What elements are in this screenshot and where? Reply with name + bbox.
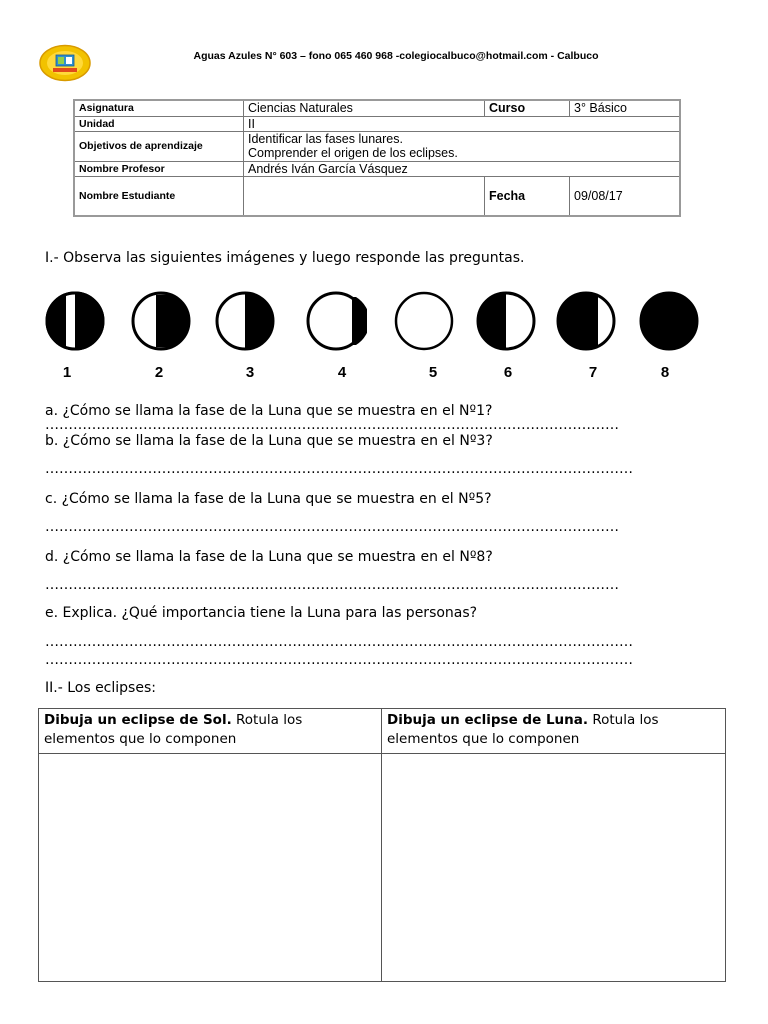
profesor-value: Andrés Iván García Vásquez [244, 161, 681, 176]
lunar-eclipse-instruction [382, 709, 726, 754]
fecha-value: 09/08/17 [570, 176, 681, 216]
solar-eclipse-rest: Rotula los elementos que lo componen [44, 712, 303, 747]
moon-phase-3-icon [214, 290, 276, 352]
profesor-label: Nombre Profesor [74, 161, 244, 176]
answer-line-c[interactable]: …………………………………………………………………………………………………………… [45, 519, 619, 535]
moon-phase-4-icon [305, 290, 367, 352]
answer-line-d[interactable]: …………………………………………………………………………………………………………… [45, 577, 619, 593]
moon-number-6: 6 [503, 364, 513, 381]
curso-value: 3° Básico [570, 100, 681, 116]
objetivo-1: Identificar las fases lunares. [248, 132, 403, 146]
moon-phases-row [0, 290, 768, 390]
lunar-eclipse-bold: Dibuja un eclipse de Luna. [387, 712, 589, 728]
solar-eclipse-bold: Dibuja un eclipse de Sol. [44, 712, 232, 728]
school-contact-line: Aguas Azules N° 603 – fono 065 460 968 -colegiocalbuco@hotmail.com - Calbuco [193, 50, 599, 62]
question-c: c. ¿Cómo se llama la fase de la Luna que se muestra en el Nº5? [45, 491, 492, 507]
answer-line-b[interactable]: ……………………………………………………………………………………………………………… [45, 461, 633, 477]
question-a: a. ¿Cómo se llama la fase de la Luna que se muestra en el Nº1? [45, 403, 493, 419]
unidad-label: Unidad [74, 116, 244, 131]
section-2-title: II.- Los eclipses: [45, 680, 156, 696]
solar-eclipse-instruction [39, 709, 382, 754]
moon-number-5: 5 [428, 364, 438, 381]
objetivos-label: Objetivos de aprendizaje [74, 131, 244, 161]
answer-line-a[interactable]: …………………………………………………………………………………………………………… [45, 417, 619, 433]
solar-eclipse-drawing-area[interactable] [39, 754, 382, 982]
moon-phase-2-icon [130, 290, 192, 352]
objetivo-2: Comprender el origen de los eclipses. [248, 146, 458, 160]
eclipse-drawing-table [38, 708, 726, 982]
section-1-title: I.- Observa las siguientes imágenes y luego responde las preguntas. [45, 250, 525, 266]
lunar-eclipse-drawing-area[interactable] [382, 754, 726, 982]
asignatura-value: Ciencias Naturales [244, 100, 485, 116]
question-b: b. ¿Cómo se llama la fase de la Luna que se muestra en el Nº3? [45, 433, 493, 449]
moon-number-1: 1 [62, 364, 72, 381]
moon-number-4: 4 [337, 364, 347, 381]
moon-number-2: 2 [154, 364, 164, 381]
moon-phase-7-icon [555, 290, 617, 352]
estudiante-value[interactable] [244, 176, 485, 216]
question-d: d. ¿Cómo se llama la fase de la Luna que se muestra en el Nº8? [45, 549, 493, 565]
asignatura-label: Asignatura [74, 100, 244, 116]
info-table [73, 99, 681, 217]
moon-phase-1-icon [44, 290, 106, 352]
unidad-value: II [244, 116, 681, 131]
estudiante-label: Nombre Estudiante [74, 176, 244, 216]
moon-phase-8-icon [638, 290, 700, 352]
answer-line-e2[interactable]: ……………………………………………………………………………………………………………… [45, 652, 633, 668]
question-e: e. Explica. ¿Qué importancia tiene la Luna para las personas? [45, 605, 478, 621]
curso-label: Curso [485, 100, 570, 116]
moon-number-3: 3 [245, 364, 255, 381]
moon-phase-6-icon [475, 290, 537, 352]
moon-phase-5-icon [393, 290, 455, 352]
answer-line-e1[interactable]: ……………………………………………………………………………………………………………… [45, 634, 633, 650]
moon-number-7: 7 [588, 364, 598, 381]
objetivos-value [244, 131, 681, 161]
moon-number-8: 8 [660, 364, 670, 381]
lunar-eclipse-rest: Rotula los elementos que lo componen [387, 712, 659, 747]
fecha-label: Fecha [485, 176, 570, 216]
